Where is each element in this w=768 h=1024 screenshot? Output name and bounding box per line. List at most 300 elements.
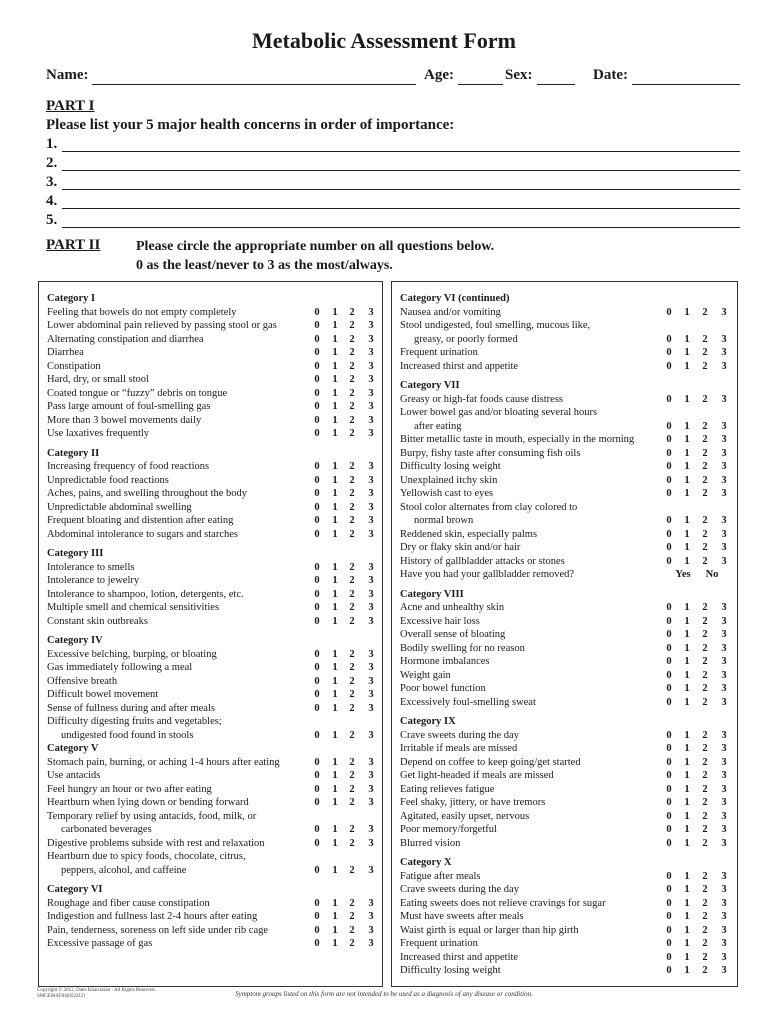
score-option-3[interactable]: 3 bbox=[368, 374, 374, 385]
score-option-2[interactable]: 2 bbox=[702, 951, 708, 963]
score-option-0[interactable]: 0 bbox=[666, 951, 672, 963]
score-option-1[interactable]: 1 bbox=[332, 689, 338, 700]
score-option-0[interactable]: 0 bbox=[666, 347, 672, 358]
score-option-1[interactable]: 1 bbox=[684, 447, 690, 459]
score-option-2[interactable]: 2 bbox=[349, 938, 355, 949]
score-option-2[interactable]: 2 bbox=[702, 797, 708, 808]
score-option-0[interactable]: 0 bbox=[314, 428, 320, 439]
score-option-0[interactable]: 0 bbox=[666, 756, 672, 768]
score-option-3[interactable]: 3 bbox=[721, 938, 727, 949]
score-option-1[interactable]: 1 bbox=[332, 374, 338, 385]
score-option-2[interactable]: 2 bbox=[702, 333, 708, 345]
score-option-3[interactable]: 3 bbox=[368, 675, 374, 687]
score-option-1[interactable]: 1 bbox=[684, 420, 690, 432]
score-option-2[interactable]: 2 bbox=[702, 515, 708, 526]
score-option-1[interactable]: 1 bbox=[684, 306, 690, 318]
score-option-1[interactable]: 1 bbox=[684, 555, 690, 567]
score-option-2[interactable]: 2 bbox=[349, 662, 355, 673]
score-option-3[interactable]: 3 bbox=[721, 965, 727, 976]
score-option-1[interactable]: 1 bbox=[684, 683, 690, 694]
score-option-0[interactable]: 0 bbox=[666, 683, 672, 694]
score-option-3[interactable]: 3 bbox=[721, 656, 727, 667]
score-option-2[interactable]: 2 bbox=[702, 420, 708, 432]
score-option-0[interactable]: 0 bbox=[666, 810, 672, 822]
score-option-2[interactable]: 2 bbox=[349, 528, 355, 540]
score-option-2[interactable]: 2 bbox=[349, 488, 355, 499]
age-field[interactable] bbox=[458, 84, 503, 85]
score-option-1[interactable]: 1 bbox=[684, 884, 690, 895]
score-option-0[interactable]: 0 bbox=[314, 824, 320, 835]
score-option-3[interactable]: 3 bbox=[721, 837, 727, 849]
score-option-0[interactable]: 0 bbox=[314, 689, 320, 700]
score-option-2[interactable]: 2 bbox=[702, 897, 708, 909]
score-option-2[interactable]: 2 bbox=[349, 602, 355, 613]
score-option-3[interactable]: 3 bbox=[721, 870, 727, 882]
score-option-3[interactable]: 3 bbox=[721, 770, 727, 781]
score-option-1[interactable]: 1 bbox=[684, 837, 690, 849]
score-option-0[interactable]: 0 bbox=[666, 306, 672, 318]
score-option-1[interactable]: 1 bbox=[332, 461, 338, 472]
score-option-3[interactable]: 3 bbox=[721, 542, 727, 553]
score-option-1[interactable]: 1 bbox=[684, 393, 690, 405]
score-option-0[interactable]: 0 bbox=[666, 783, 672, 795]
score-option-3[interactable]: 3 bbox=[368, 401, 374, 412]
score-option-1[interactable]: 1 bbox=[332, 911, 338, 922]
score-option-2[interactable]: 2 bbox=[702, 884, 708, 895]
score-option-0[interactable]: 0 bbox=[314, 797, 320, 808]
score-option-1[interactable]: 1 bbox=[332, 488, 338, 499]
score-option-2[interactable]: 2 bbox=[349, 648, 355, 660]
score-option-2[interactable]: 2 bbox=[349, 702, 355, 714]
score-option-3[interactable]: 3 bbox=[721, 629, 727, 640]
score-option-3[interactable]: 3 bbox=[368, 414, 374, 426]
score-option-1[interactable]: 1 bbox=[332, 387, 338, 399]
score-option-1[interactable]: 1 bbox=[684, 965, 690, 976]
score-option-2[interactable]: 2 bbox=[702, 965, 708, 976]
score-option-3[interactable]: 3 bbox=[368, 602, 374, 613]
score-option-1[interactable]: 1 bbox=[684, 434, 690, 445]
score-option-0[interactable]: 0 bbox=[314, 360, 320, 372]
score-option-2[interactable]: 2 bbox=[702, 656, 708, 667]
score-option-1[interactable]: 1 bbox=[684, 333, 690, 345]
score-option-1[interactable]: 1 bbox=[684, 461, 690, 472]
score-option-2[interactable]: 2 bbox=[702, 683, 708, 694]
score-option-2[interactable]: 2 bbox=[349, 675, 355, 687]
score-option-3[interactable]: 3 bbox=[368, 938, 374, 949]
score-option-2[interactable]: 2 bbox=[702, 615, 708, 627]
score-option-1[interactable]: 1 bbox=[332, 528, 338, 540]
score-option-0[interactable]: 0 bbox=[314, 911, 320, 922]
score-option-1[interactable]: 1 bbox=[684, 488, 690, 499]
score-option-0[interactable]: 0 bbox=[314, 474, 320, 486]
score-option-1[interactable]: 1 bbox=[684, 669, 690, 681]
score-option-2[interactable]: 2 bbox=[702, 555, 708, 567]
score-option-2[interactable]: 2 bbox=[702, 474, 708, 486]
score-option-1[interactable]: 1 bbox=[332, 575, 338, 586]
score-option-1[interactable]: 1 bbox=[332, 797, 338, 808]
score-option-0[interactable]: 0 bbox=[314, 924, 320, 936]
score-option-2[interactable]: 2 bbox=[702, 770, 708, 781]
score-option-3[interactable]: 3 bbox=[368, 702, 374, 714]
score-option-1[interactable]: 1 bbox=[684, 615, 690, 627]
concern-field[interactable] bbox=[62, 227, 740, 228]
score-option-1[interactable]: 1 bbox=[332, 824, 338, 835]
score-option-1[interactable]: 1 bbox=[684, 870, 690, 882]
score-option-3[interactable]: 3 bbox=[721, 474, 727, 486]
score-option-2[interactable]: 2 bbox=[702, 434, 708, 445]
score-option-1[interactable]: 1 bbox=[684, 824, 690, 835]
score-option-0[interactable]: 0 bbox=[314, 347, 320, 358]
score-option-0[interactable]: 0 bbox=[314, 729, 320, 741]
score-option-0[interactable]: 0 bbox=[666, 515, 672, 526]
score-option-1[interactable]: 1 bbox=[332, 924, 338, 936]
score-option-0[interactable]: 0 bbox=[314, 938, 320, 949]
score-option-3[interactable]: 3 bbox=[368, 575, 374, 586]
score-option-3[interactable]: 3 bbox=[721, 434, 727, 445]
score-option-3[interactable]: 3 bbox=[721, 911, 727, 922]
score-option-2[interactable]: 2 bbox=[349, 333, 355, 345]
score-option-3[interactable]: 3 bbox=[721, 897, 727, 909]
score-option-3[interactable]: 3 bbox=[721, 615, 727, 627]
score-option-3[interactable]: 3 bbox=[721, 488, 727, 499]
score-option-2[interactable]: 2 bbox=[349, 306, 355, 318]
score-option-2[interactable]: 2 bbox=[349, 783, 355, 795]
score-option-2[interactable]: 2 bbox=[349, 561, 355, 573]
score-option-2[interactable]: 2 bbox=[349, 575, 355, 586]
score-option-1[interactable]: 1 bbox=[684, 743, 690, 754]
name-field[interactable] bbox=[92, 84, 416, 85]
score-option-2[interactable]: 2 bbox=[349, 924, 355, 936]
score-option-0[interactable]: 0 bbox=[666, 656, 672, 667]
score-option-3[interactable]: 3 bbox=[368, 824, 374, 835]
score-option-0[interactable]: 0 bbox=[666, 528, 672, 540]
score-option-0[interactable]: 0 bbox=[314, 702, 320, 714]
score-option-0[interactable]: 0 bbox=[666, 447, 672, 459]
score-option-1[interactable]: 1 bbox=[684, 656, 690, 667]
score-option-0[interactable]: 0 bbox=[314, 864, 320, 876]
score-option-0[interactable]: 0 bbox=[666, 461, 672, 472]
score-option-1[interactable]: 1 bbox=[332, 837, 338, 849]
score-option-2[interactable]: 2 bbox=[349, 588, 355, 600]
score-option-2[interactable]: 2 bbox=[349, 897, 355, 909]
score-option-2[interactable]: 2 bbox=[702, 642, 708, 654]
score-option-2[interactable]: 2 bbox=[349, 689, 355, 700]
score-option-2[interactable]: 2 bbox=[702, 837, 708, 849]
score-option-3[interactable]: 3 bbox=[721, 642, 727, 654]
score-option-2[interactable]: 2 bbox=[702, 810, 708, 822]
score-option-1[interactable]: 1 bbox=[332, 515, 338, 526]
score-option-2[interactable]: 2 bbox=[702, 911, 708, 922]
score-option-0[interactable]: 0 bbox=[666, 965, 672, 976]
score-option-3[interactable]: 3 bbox=[368, 797, 374, 808]
score-option-0[interactable]: 0 bbox=[314, 675, 320, 687]
score-option-2[interactable]: 2 bbox=[702, 542, 708, 553]
score-option-0[interactable]: 0 bbox=[666, 420, 672, 432]
score-option-1[interactable]: 1 bbox=[684, 797, 690, 808]
score-option-2[interactable]: 2 bbox=[349, 428, 355, 439]
score-option-1[interactable]: 1 bbox=[332, 675, 338, 687]
score-option-1[interactable]: 1 bbox=[684, 347, 690, 358]
score-option-1[interactable]: 1 bbox=[684, 911, 690, 922]
score-option-0[interactable]: 0 bbox=[314, 897, 320, 909]
score-option-3[interactable]: 3 bbox=[721, 447, 727, 459]
score-option-0[interactable]: 0 bbox=[666, 474, 672, 486]
score-option-3[interactable]: 3 bbox=[368, 515, 374, 526]
score-option-0[interactable]: 0 bbox=[666, 669, 672, 681]
score-option-1[interactable]: 1 bbox=[332, 897, 338, 909]
score-option-0[interactable]: 0 bbox=[314, 528, 320, 540]
score-option-2[interactable]: 2 bbox=[349, 374, 355, 385]
score-option-3[interactable]: 3 bbox=[721, 743, 727, 754]
score-option-3[interactable]: 3 bbox=[368, 347, 374, 358]
score-option-0[interactable]: 0 bbox=[314, 387, 320, 399]
score-option-0[interactable]: 0 bbox=[666, 938, 672, 949]
concern-field[interactable] bbox=[62, 170, 740, 171]
score-option-2[interactable]: 2 bbox=[702, 783, 708, 795]
score-option-2[interactable]: 2 bbox=[349, 320, 355, 331]
score-option-2[interactable]: 2 bbox=[349, 360, 355, 372]
score-option-3[interactable]: 3 bbox=[368, 783, 374, 795]
score-option-2[interactable]: 2 bbox=[702, 629, 708, 640]
score-option-0[interactable]: 0 bbox=[314, 461, 320, 472]
score-option-1[interactable]: 1 bbox=[332, 938, 338, 949]
score-option-3[interactable]: 3 bbox=[721, 797, 727, 808]
score-option-0[interactable]: 0 bbox=[666, 615, 672, 627]
score-option-0[interactable]: 0 bbox=[314, 615, 320, 627]
score-option-0[interactable]: 0 bbox=[314, 333, 320, 345]
score-option-0[interactable]: 0 bbox=[666, 870, 672, 882]
score-option-3[interactable]: 3 bbox=[368, 924, 374, 936]
score-option-3[interactable]: 3 bbox=[721, 696, 727, 708]
score-option-0[interactable]: 0 bbox=[666, 555, 672, 567]
score-option-1[interactable]: 1 bbox=[684, 897, 690, 909]
score-option-3[interactable]: 3 bbox=[368, 488, 374, 499]
score-option-3[interactable]: 3 bbox=[368, 306, 374, 318]
score-option-1[interactable]: 1 bbox=[332, 474, 338, 486]
date-field[interactable] bbox=[632, 84, 740, 85]
score-option-1[interactable]: 1 bbox=[332, 648, 338, 660]
score-option-0[interactable]: 0 bbox=[314, 588, 320, 600]
score-option-3[interactable]: 3 bbox=[721, 515, 727, 526]
score-option-3[interactable]: 3 bbox=[721, 602, 727, 613]
score-option-0[interactable]: 0 bbox=[666, 696, 672, 708]
score-option-1[interactable]: 1 bbox=[684, 951, 690, 963]
score-option-3[interactable]: 3 bbox=[368, 756, 374, 768]
score-option-0[interactable]: 0 bbox=[666, 542, 672, 553]
score-option-1[interactable]: 1 bbox=[332, 756, 338, 768]
score-option-2[interactable]: 2 bbox=[702, 461, 708, 472]
score-option-1[interactable]: 1 bbox=[332, 306, 338, 318]
score-option-3[interactable]: 3 bbox=[368, 501, 374, 513]
score-option-2[interactable]: 2 bbox=[702, 729, 708, 741]
score-option-2[interactable]: 2 bbox=[349, 474, 355, 486]
score-option-0[interactable]: 0 bbox=[314, 561, 320, 573]
score-option-0[interactable]: 0 bbox=[314, 414, 320, 426]
score-option-1[interactable]: 1 bbox=[684, 729, 690, 741]
score-option-3[interactable]: 3 bbox=[721, 824, 727, 835]
score-option-0[interactable]: 0 bbox=[666, 333, 672, 345]
score-option-1[interactable]: 1 bbox=[684, 474, 690, 486]
score-option-2[interactable]: 2 bbox=[349, 864, 355, 876]
score-option-0[interactable]: 0 bbox=[666, 360, 672, 372]
score-option-0[interactable]: 0 bbox=[666, 797, 672, 808]
concern-field[interactable] bbox=[62, 151, 740, 152]
score-option-3[interactable]: 3 bbox=[721, 347, 727, 358]
score-option-0[interactable]: 0 bbox=[666, 729, 672, 741]
score-option-3[interactable]: 3 bbox=[368, 648, 374, 660]
score-option-3[interactable]: 3 bbox=[721, 555, 727, 567]
score-option-2[interactable]: 2 bbox=[349, 770, 355, 781]
score-option-1[interactable]: 1 bbox=[332, 414, 338, 426]
score-option-1[interactable]: 1 bbox=[684, 696, 690, 708]
score-option-0[interactable]: 0 bbox=[314, 837, 320, 849]
score-option-3[interactable]: 3 bbox=[368, 615, 374, 627]
score-option-3[interactable]: 3 bbox=[721, 333, 727, 345]
score-option-3[interactable]: 3 bbox=[721, 683, 727, 694]
score-option-0[interactable]: 0 bbox=[314, 770, 320, 781]
score-option-2[interactable]: 2 bbox=[702, 447, 708, 459]
score-option-2[interactable]: 2 bbox=[349, 387, 355, 399]
score-option-0[interactable]: 0 bbox=[666, 837, 672, 849]
score-option-3[interactable]: 3 bbox=[721, 810, 727, 822]
score-option-2[interactable]: 2 bbox=[702, 756, 708, 768]
score-option-3[interactable]: 3 bbox=[368, 662, 374, 673]
score-option-0[interactable]: 0 bbox=[314, 401, 320, 412]
score-option-1[interactable]: 1 bbox=[332, 864, 338, 876]
score-option-2[interactable]: 2 bbox=[702, 696, 708, 708]
score-option-1[interactable]: 1 bbox=[684, 528, 690, 540]
score-option-1[interactable]: 1 bbox=[684, 642, 690, 654]
score-option-0[interactable]: 0 bbox=[666, 602, 672, 613]
score-option-2[interactable]: 2 bbox=[702, 360, 708, 372]
score-option-0[interactable]: 0 bbox=[314, 602, 320, 613]
score-option-0[interactable]: 0 bbox=[666, 897, 672, 909]
sex-field[interactable] bbox=[537, 84, 575, 85]
score-option-1[interactable]: 1 bbox=[332, 615, 338, 627]
score-option-2[interactable]: 2 bbox=[349, 515, 355, 526]
score-option-0[interactable]: 0 bbox=[314, 374, 320, 385]
score-option-1[interactable]: 1 bbox=[684, 783, 690, 795]
score-option-2[interactable]: 2 bbox=[702, 528, 708, 540]
score-option-3[interactable]: 3 bbox=[368, 911, 374, 922]
score-option-3[interactable]: 3 bbox=[368, 360, 374, 372]
score-option-2[interactable]: 2 bbox=[702, 743, 708, 754]
score-option-1[interactable]: 1 bbox=[332, 347, 338, 358]
score-option-0[interactable]: 0 bbox=[314, 501, 320, 513]
score-option-3[interactable]: 3 bbox=[721, 306, 727, 318]
score-option-3[interactable]: 3 bbox=[721, 951, 727, 963]
score-option-2[interactable]: 2 bbox=[349, 347, 355, 358]
score-option-3[interactable]: 3 bbox=[368, 461, 374, 472]
score-option-3[interactable]: 3 bbox=[721, 461, 727, 472]
score-option-2[interactable]: 2 bbox=[349, 756, 355, 768]
score-option-2[interactable]: 2 bbox=[349, 401, 355, 412]
score-option-3[interactable]: 3 bbox=[368, 387, 374, 399]
score-option-0[interactable]: 0 bbox=[314, 488, 320, 499]
score-option-0[interactable]: 0 bbox=[314, 648, 320, 660]
score-option-3[interactable]: 3 bbox=[721, 393, 727, 405]
score-option-2[interactable]: 2 bbox=[349, 911, 355, 922]
score-option-1[interactable]: 1 bbox=[684, 924, 690, 936]
score-option-1[interactable]: 1 bbox=[332, 729, 338, 741]
score-option-2[interactable]: 2 bbox=[702, 924, 708, 936]
score-option-0[interactable]: 0 bbox=[666, 924, 672, 936]
score-option-0[interactable]: 0 bbox=[314, 306, 320, 318]
score-option-1[interactable]: 1 bbox=[332, 561, 338, 573]
score-option-2[interactable]: 2 bbox=[702, 306, 708, 318]
score-option-2[interactable]: 2 bbox=[702, 669, 708, 681]
score-option-0[interactable]: 0 bbox=[314, 783, 320, 795]
score-option-0[interactable]: 0 bbox=[666, 884, 672, 895]
score-option-1[interactable]: 1 bbox=[332, 401, 338, 412]
answer-option-yes[interactable]: Yes bbox=[675, 569, 691, 580]
score-option-0[interactable]: 0 bbox=[666, 824, 672, 835]
score-option-3[interactable]: 3 bbox=[368, 588, 374, 600]
score-option-1[interactable]: 1 bbox=[684, 360, 690, 372]
score-option-3[interactable]: 3 bbox=[721, 420, 727, 432]
score-option-1[interactable]: 1 bbox=[332, 662, 338, 673]
concern-field[interactable] bbox=[62, 208, 740, 209]
score-option-1[interactable]: 1 bbox=[332, 602, 338, 613]
concern-field[interactable] bbox=[62, 189, 740, 190]
score-option-1[interactable]: 1 bbox=[684, 602, 690, 613]
score-option-0[interactable]: 0 bbox=[666, 770, 672, 781]
score-option-3[interactable]: 3 bbox=[721, 360, 727, 372]
answer-option-no[interactable]: No bbox=[705, 569, 719, 580]
score-option-0[interactable]: 0 bbox=[314, 515, 320, 526]
score-option-0[interactable]: 0 bbox=[666, 393, 672, 405]
score-option-2[interactable]: 2 bbox=[702, 824, 708, 835]
score-option-2[interactable]: 2 bbox=[349, 837, 355, 849]
score-option-1[interactable]: 1 bbox=[332, 428, 338, 439]
score-option-3[interactable]: 3 bbox=[368, 428, 374, 439]
score-option-0[interactable]: 0 bbox=[666, 629, 672, 640]
score-option-1[interactable]: 1 bbox=[684, 770, 690, 781]
score-option-2[interactable]: 2 bbox=[702, 938, 708, 949]
score-option-0[interactable]: 0 bbox=[666, 642, 672, 654]
score-option-1[interactable]: 1 bbox=[332, 702, 338, 714]
score-option-2[interactable]: 2 bbox=[349, 797, 355, 808]
score-option-3[interactable]: 3 bbox=[368, 528, 374, 540]
score-option-3[interactable]: 3 bbox=[368, 770, 374, 781]
score-option-3[interactable]: 3 bbox=[721, 756, 727, 768]
score-option-2[interactable]: 2 bbox=[702, 870, 708, 882]
score-option-2[interactable]: 2 bbox=[349, 461, 355, 472]
score-option-2[interactable]: 2 bbox=[349, 414, 355, 426]
score-option-2[interactable]: 2 bbox=[702, 393, 708, 405]
score-option-2[interactable]: 2 bbox=[349, 729, 355, 741]
score-option-1[interactable]: 1 bbox=[684, 629, 690, 640]
score-option-2[interactable]: 2 bbox=[702, 347, 708, 358]
score-option-3[interactable]: 3 bbox=[368, 897, 374, 909]
score-option-1[interactable]: 1 bbox=[684, 756, 690, 768]
score-option-3[interactable]: 3 bbox=[368, 689, 374, 700]
score-option-3[interactable]: 3 bbox=[368, 837, 374, 849]
score-option-2[interactable]: 2 bbox=[349, 501, 355, 513]
score-option-3[interactable]: 3 bbox=[368, 320, 374, 331]
score-option-0[interactable]: 0 bbox=[666, 434, 672, 445]
score-option-3[interactable]: 3 bbox=[721, 783, 727, 795]
score-option-2[interactable]: 2 bbox=[702, 488, 708, 499]
score-option-1[interactable]: 1 bbox=[684, 515, 690, 526]
score-option-1[interactable]: 1 bbox=[684, 938, 690, 949]
score-option-1[interactable]: 1 bbox=[332, 770, 338, 781]
score-option-0[interactable]: 0 bbox=[314, 575, 320, 586]
score-option-1[interactable]: 1 bbox=[684, 542, 690, 553]
score-option-0[interactable]: 0 bbox=[314, 756, 320, 768]
score-option-3[interactable]: 3 bbox=[721, 884, 727, 895]
score-option-2[interactable]: 2 bbox=[349, 615, 355, 627]
